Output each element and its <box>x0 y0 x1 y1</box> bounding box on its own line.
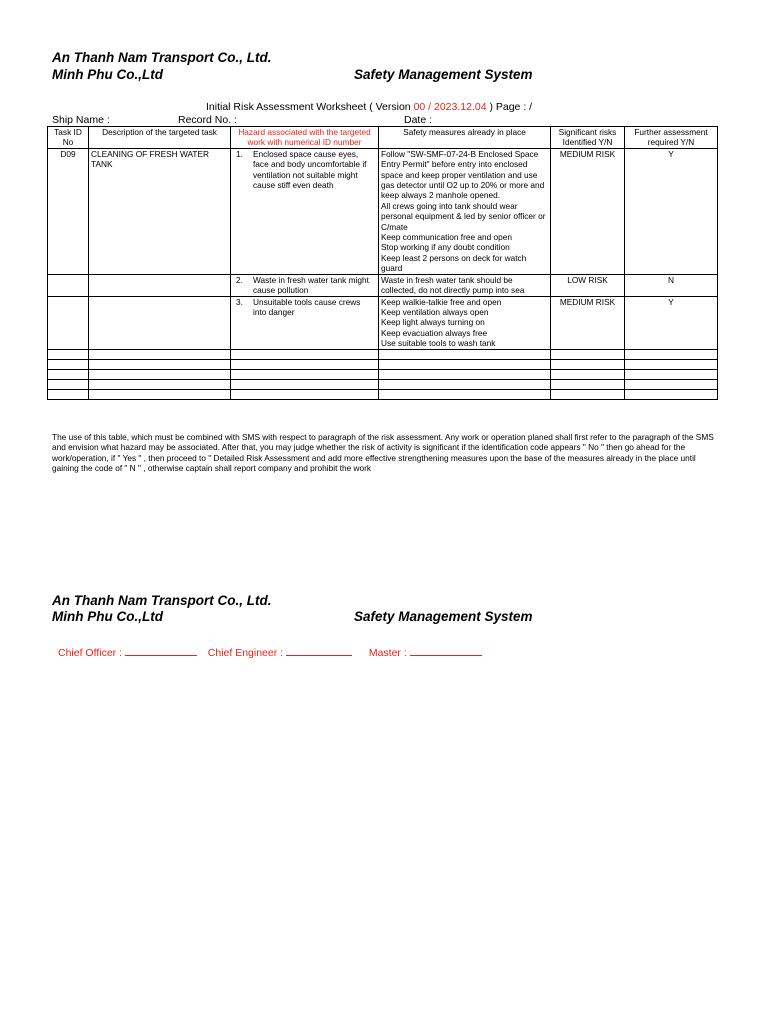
empty-cell[interactable] <box>231 389 379 399</box>
header-description: Description of the targeted task <box>89 127 231 149</box>
safety-measure-line: Keep least 2 persons on deck for watch guard <box>381 252 527 274</box>
hazard-number: 1. <box>236 148 243 159</box>
cell-further-assessment: N <box>625 274 718 296</box>
company-name-line1: An Thanh Nam Transport Co., Ltd. <box>52 50 272 65</box>
safety-measure-line: Keep walkie-talkie free and open <box>381 296 502 307</box>
empty-cell[interactable] <box>379 359 551 369</box>
empty-cell[interactable] <box>48 379 89 389</box>
master-label: Master : <box>368 647 407 659</box>
system-title-second: Safety Management System <box>354 609 533 624</box>
empty-cell[interactable] <box>551 349 625 359</box>
cell-task-id <box>48 274 89 296</box>
table-row-empty <box>48 349 718 359</box>
safety-measure-line: Use suitable tools to wash tank <box>381 338 496 349</box>
chief-engineer-label: Chief Engineer : <box>207 647 284 659</box>
empty-cell[interactable] <box>231 359 379 369</box>
empty-cell[interactable] <box>625 379 718 389</box>
safety-measure-line: Keep communication free and open <box>381 232 512 243</box>
chief-officer-label: Chief Officer : <box>58 647 122 659</box>
cell-further-assessment: Y <box>625 148 718 274</box>
cell-task-id: D09 <box>48 148 89 274</box>
empty-cell[interactable] <box>551 369 625 379</box>
cell-safety-measures <box>379 274 551 296</box>
worksheet-title-prefix: Initial Risk Assessment Worksheet ( Version <box>206 101 414 113</box>
empty-cell[interactable] <box>625 359 718 369</box>
empty-cell[interactable] <box>379 349 551 359</box>
empty-cell[interactable] <box>625 349 718 359</box>
table-row-empty <box>48 369 718 379</box>
empty-cell[interactable] <box>89 379 231 389</box>
table-body <box>48 148 718 399</box>
table-row <box>48 148 718 274</box>
cell-hazard <box>231 296 379 349</box>
company-name-line2: Minh Phu Co.,Ltd <box>52 67 163 82</box>
empty-cell[interactable] <box>379 369 551 379</box>
table-row-empty <box>48 389 718 399</box>
cell-significant-risk: LOW RISK <box>551 274 625 296</box>
empty-cell[interactable] <box>231 349 379 359</box>
cell-safety-measures <box>379 296 551 349</box>
empty-cell[interactable] <box>48 349 89 359</box>
hazard-text: Unsuitable tools cause crews into danger <box>253 296 361 317</box>
empty-cell[interactable] <box>231 369 379 379</box>
empty-cell[interactable] <box>48 359 89 369</box>
empty-cell[interactable] <box>379 389 551 399</box>
empty-cell[interactable] <box>48 389 89 399</box>
cell-hazard <box>231 148 379 274</box>
company-name-line2-second: Minh Phu Co.,Ltd <box>52 609 163 624</box>
cell-hazard <box>231 274 379 296</box>
header-further-assessment: Further assessment required Y/N <box>625 127 718 149</box>
risk-assessment-table <box>47 126 718 400</box>
worksheet-title <box>206 101 532 113</box>
system-title: Safety Management System <box>354 67 533 82</box>
header-hazard: Hazard associated with the targeted work with numerical ID number <box>231 127 379 149</box>
empty-cell[interactable] <box>551 359 625 369</box>
empty-cell[interactable] <box>48 369 89 379</box>
master-signature-line[interactable] <box>410 644 482 656</box>
company-name-line1-second: An Thanh Nam Transport Co., Ltd. <box>52 593 272 608</box>
footnote: The use of this table, which must be combined with SMS with respect to paragraph of the risk assessment. Any work or operation planed shall first refer to the paragraph of the SMS and envision what hazard may be associated. After that, you may judge whether the risk of activity is significant if the identification code appears " No " then go ahead for the work/operation, if " Yes " , then proceed to " Detailed Risk Assessment and add more effective strengthening measures upon the base of the measures already in the place until gaining the code of " N " , otherwise captain shall report company and prohibit the work <box>52 432 714 474</box>
chief-engineer-signature-line[interactable] <box>286 644 352 656</box>
cell-safety-measures <box>379 148 551 274</box>
cell-significant-risk: MEDIUM RISK <box>551 296 625 349</box>
table-row <box>48 274 718 296</box>
empty-cell[interactable] <box>89 389 231 399</box>
table-row <box>48 296 718 349</box>
table-row-empty <box>48 379 718 389</box>
safety-measure-line: Keep evacuation always free <box>381 327 488 338</box>
ship-name-label: Ship Name : <box>52 114 110 126</box>
empty-cell[interactable] <box>89 349 231 359</box>
table-header-row <box>48 127 718 149</box>
empty-cell[interactable] <box>625 369 718 379</box>
empty-cell[interactable] <box>89 359 231 369</box>
hazard-number: 2. <box>236 274 243 285</box>
hazard-text: Enclosed space cause eyes, face and body uncomfortable if ventilation not suitable might cause stiff even death <box>253 148 367 191</box>
safety-measure-line: Stop working if any doubt condition <box>381 242 510 253</box>
table-row-empty <box>48 359 718 369</box>
cell-description: CLEANING OF FRESH WATER TANK <box>89 148 231 274</box>
safety-measure-line: Keep light always turning on <box>381 317 485 328</box>
cell-description <box>89 296 231 349</box>
date-label: Date : <box>404 114 433 126</box>
worksheet-page: ) Page : / <box>486 101 533 113</box>
chief-officer-signature-line[interactable] <box>125 644 197 656</box>
safety-measure-line: Waste in fresh water tank should be collected, do not directly pump into sea <box>381 274 525 296</box>
header-task-id: Task ID No <box>48 127 89 149</box>
safety-measure-line: All crews going into tank should wear personal equipment & led by senior officer or C/mate <box>381 200 546 232</box>
empty-cell[interactable] <box>625 389 718 399</box>
empty-cell[interactable] <box>551 389 625 399</box>
hazard-text: Waste in fresh water tank might cause pollution <box>253 274 369 296</box>
hazard-number: 3. <box>236 296 243 307</box>
header-safety-measures: Safety measures already in place <box>379 127 551 149</box>
empty-cell[interactable] <box>231 379 379 389</box>
cell-task-id <box>48 296 89 349</box>
empty-cell[interactable] <box>379 379 551 389</box>
record-no-label: Record No. : <box>178 114 237 126</box>
safety-measure-line: Follow "SW-SMF-07-24-B Enclosed Space Entry Permit" before entry into enclosed space and keep proper ventilation and use gas detector until O2 up to 20% or more and keep always 2 manhole opened. <box>381 148 545 201</box>
safety-measure-line: Keep ventilation always open <box>381 306 489 317</box>
cell-description <box>89 274 231 296</box>
worksheet-version: 00 / 2023.12.04 <box>413 101 487 113</box>
cell-further-assessment: Y <box>625 296 718 349</box>
cell-significant-risk: MEDIUM RISK <box>551 148 625 274</box>
header-significant-risks: Significant risks Identified Y/N <box>551 127 625 149</box>
signature-block <box>58 644 482 659</box>
empty-cell[interactable] <box>89 369 231 379</box>
empty-cell[interactable] <box>551 379 625 389</box>
